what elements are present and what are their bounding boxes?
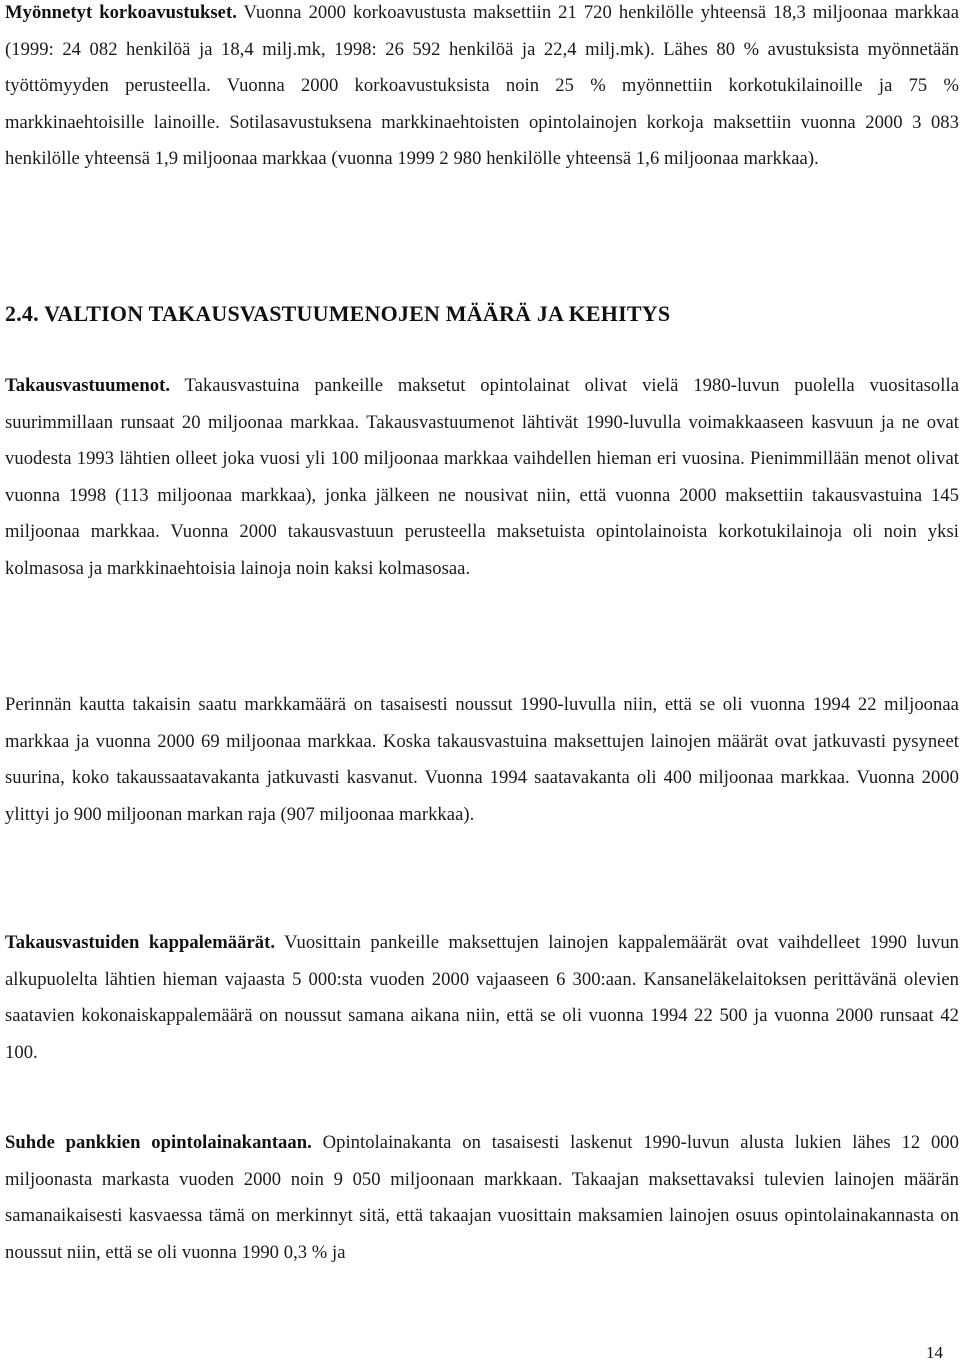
paragraph-lead: Takausvastuiden kappalemäärät. xyxy=(5,932,276,953)
paragraph-korkoavustukset xyxy=(5,0,959,178)
paragraph-body: Perinnän kautta takaisin saatu markkamäärä on tasaisesti noussut 1990-luvulla niin, että se oli vuonna 1994 22 miljoonaa markkaa ja vuonna 2000 69 miljoonaa markkaa. Koska takausvastuina maksettujen lainojen määrät ovat jatkuvasti pysyneet suurina, koko takaussaatavakanta jatkuvasti kasvanut. Vuonna 1994 saatavakanta oli 400 miljoonaa markkaa. Vuonna 2000 ylittyi jo 900 miljoonan markan raja (907 miljoonaa markkaa). xyxy=(5,694,959,825)
page-number: 14 xyxy=(926,1343,943,1362)
paragraph-lead: Takausvastuumenot. xyxy=(5,375,171,396)
paragraph-lead: Myönnetyt korkoavustukset. xyxy=(5,2,237,23)
paragraph-lead: Suhde pankkien opintolainakantaan. xyxy=(5,1132,312,1153)
paragraph-body: Takausvastuina pankeille maksetut opintolainat olivat vielä 1980-luvun puolella vuositasolla suurimmillaan runsaat 20 miljoonaa markkaa. Takausvastuumenot lähtivät 1990-luvulla voimakkaaseen kasvuun ja ne ovat vuodesta 1993 lähtien olleet joka vuosi yli 100 miljoonaa markkaa vaihdellen hieman eri vuosina. Pienimmillään menot olivat vuonna 1998 (113 miljoonaa markkaa), jonka jälkeen ne nousivat niin, että vuonna 2000 maksettiin takausvastuina 145 miljoonaa markkaa. Vuonna 2000 takausvastuun perusteella maksetuista opintolainoista korkotukilainoja oli noin yksi kolmasosa ja markkinaehtoisia lainoja noin kaksi kolmasosaa. xyxy=(5,375,959,579)
paragraph-takausvastuumenot xyxy=(5,368,959,588)
paragraph-body: Vuosittain pankeille maksettujen lainojen kappalemäärät ovat vaihdelleet 1990 luvun alkupuolelta lähtien hieman vajaasta 5 000:sta vuoden 2000 vajaaseen 6 300:aan. Kansaneläkelaitoksen perittävänä olevien saatavien kokonaiskappalemäärä on noussut samana aikana niin, että se oli vuonna 1994 22 500 ja vuonna 2000 runsaat 42 100. xyxy=(5,932,960,1063)
paragraph-body: Vuonna 2000 korkoavustusta maksettiin 21 720 henkilölle yhteensä 18,3 miljoonaa markkaa (1999: 24 082 henkilöä ja 18,4 milj.mk, 1998: 26 592 henkilöä ja 22,4 milj.mk). Lähes 80 % avustuksista myönnetään työttömyyden perusteella. Vuonna 2000 korkoavustuksista noin 25 % myönnettiin korkotukilainoille ja 75 % markkinaehtoisille lainoille. Sotilasavustuksena markkinaehtoisten opintolainojen korkoja maksettiin vuonna 2000 3 083 henkilölle yhteensä 1,9 miljoonaa markkaa (vuonna 1999 2 980 henkilölle yhteensä 1,6 miljoonaa markkaa). xyxy=(5,2,959,170)
paragraph-perinta xyxy=(5,687,959,833)
paragraph-kappalemaarat xyxy=(5,925,959,1071)
section-heading: 2.4. VALTION TAKAUSVASTUUMENOJEN MÄÄRÄ JA KEHITYS xyxy=(5,301,671,326)
paragraph-opintolainakanta xyxy=(5,1125,959,1271)
paragraph-body: Opintolainakanta on tasaisesti laskenut 1990-luvun alusta lukien lähes 12 000 miljoonasta markasta vuoden 2000 noin 9 050 miljoonaan markkaan. Takaajan maksettavaksi tulevien lainojen määrän samanaikaisesti kasvaessa tämä on merkinnyt sitä, että takaajan vuosittain maksamien lainojen osuus opintolainakannasta on noussut niin, että se oli vuonna 1990 0,3 % ja xyxy=(5,1132,960,1263)
